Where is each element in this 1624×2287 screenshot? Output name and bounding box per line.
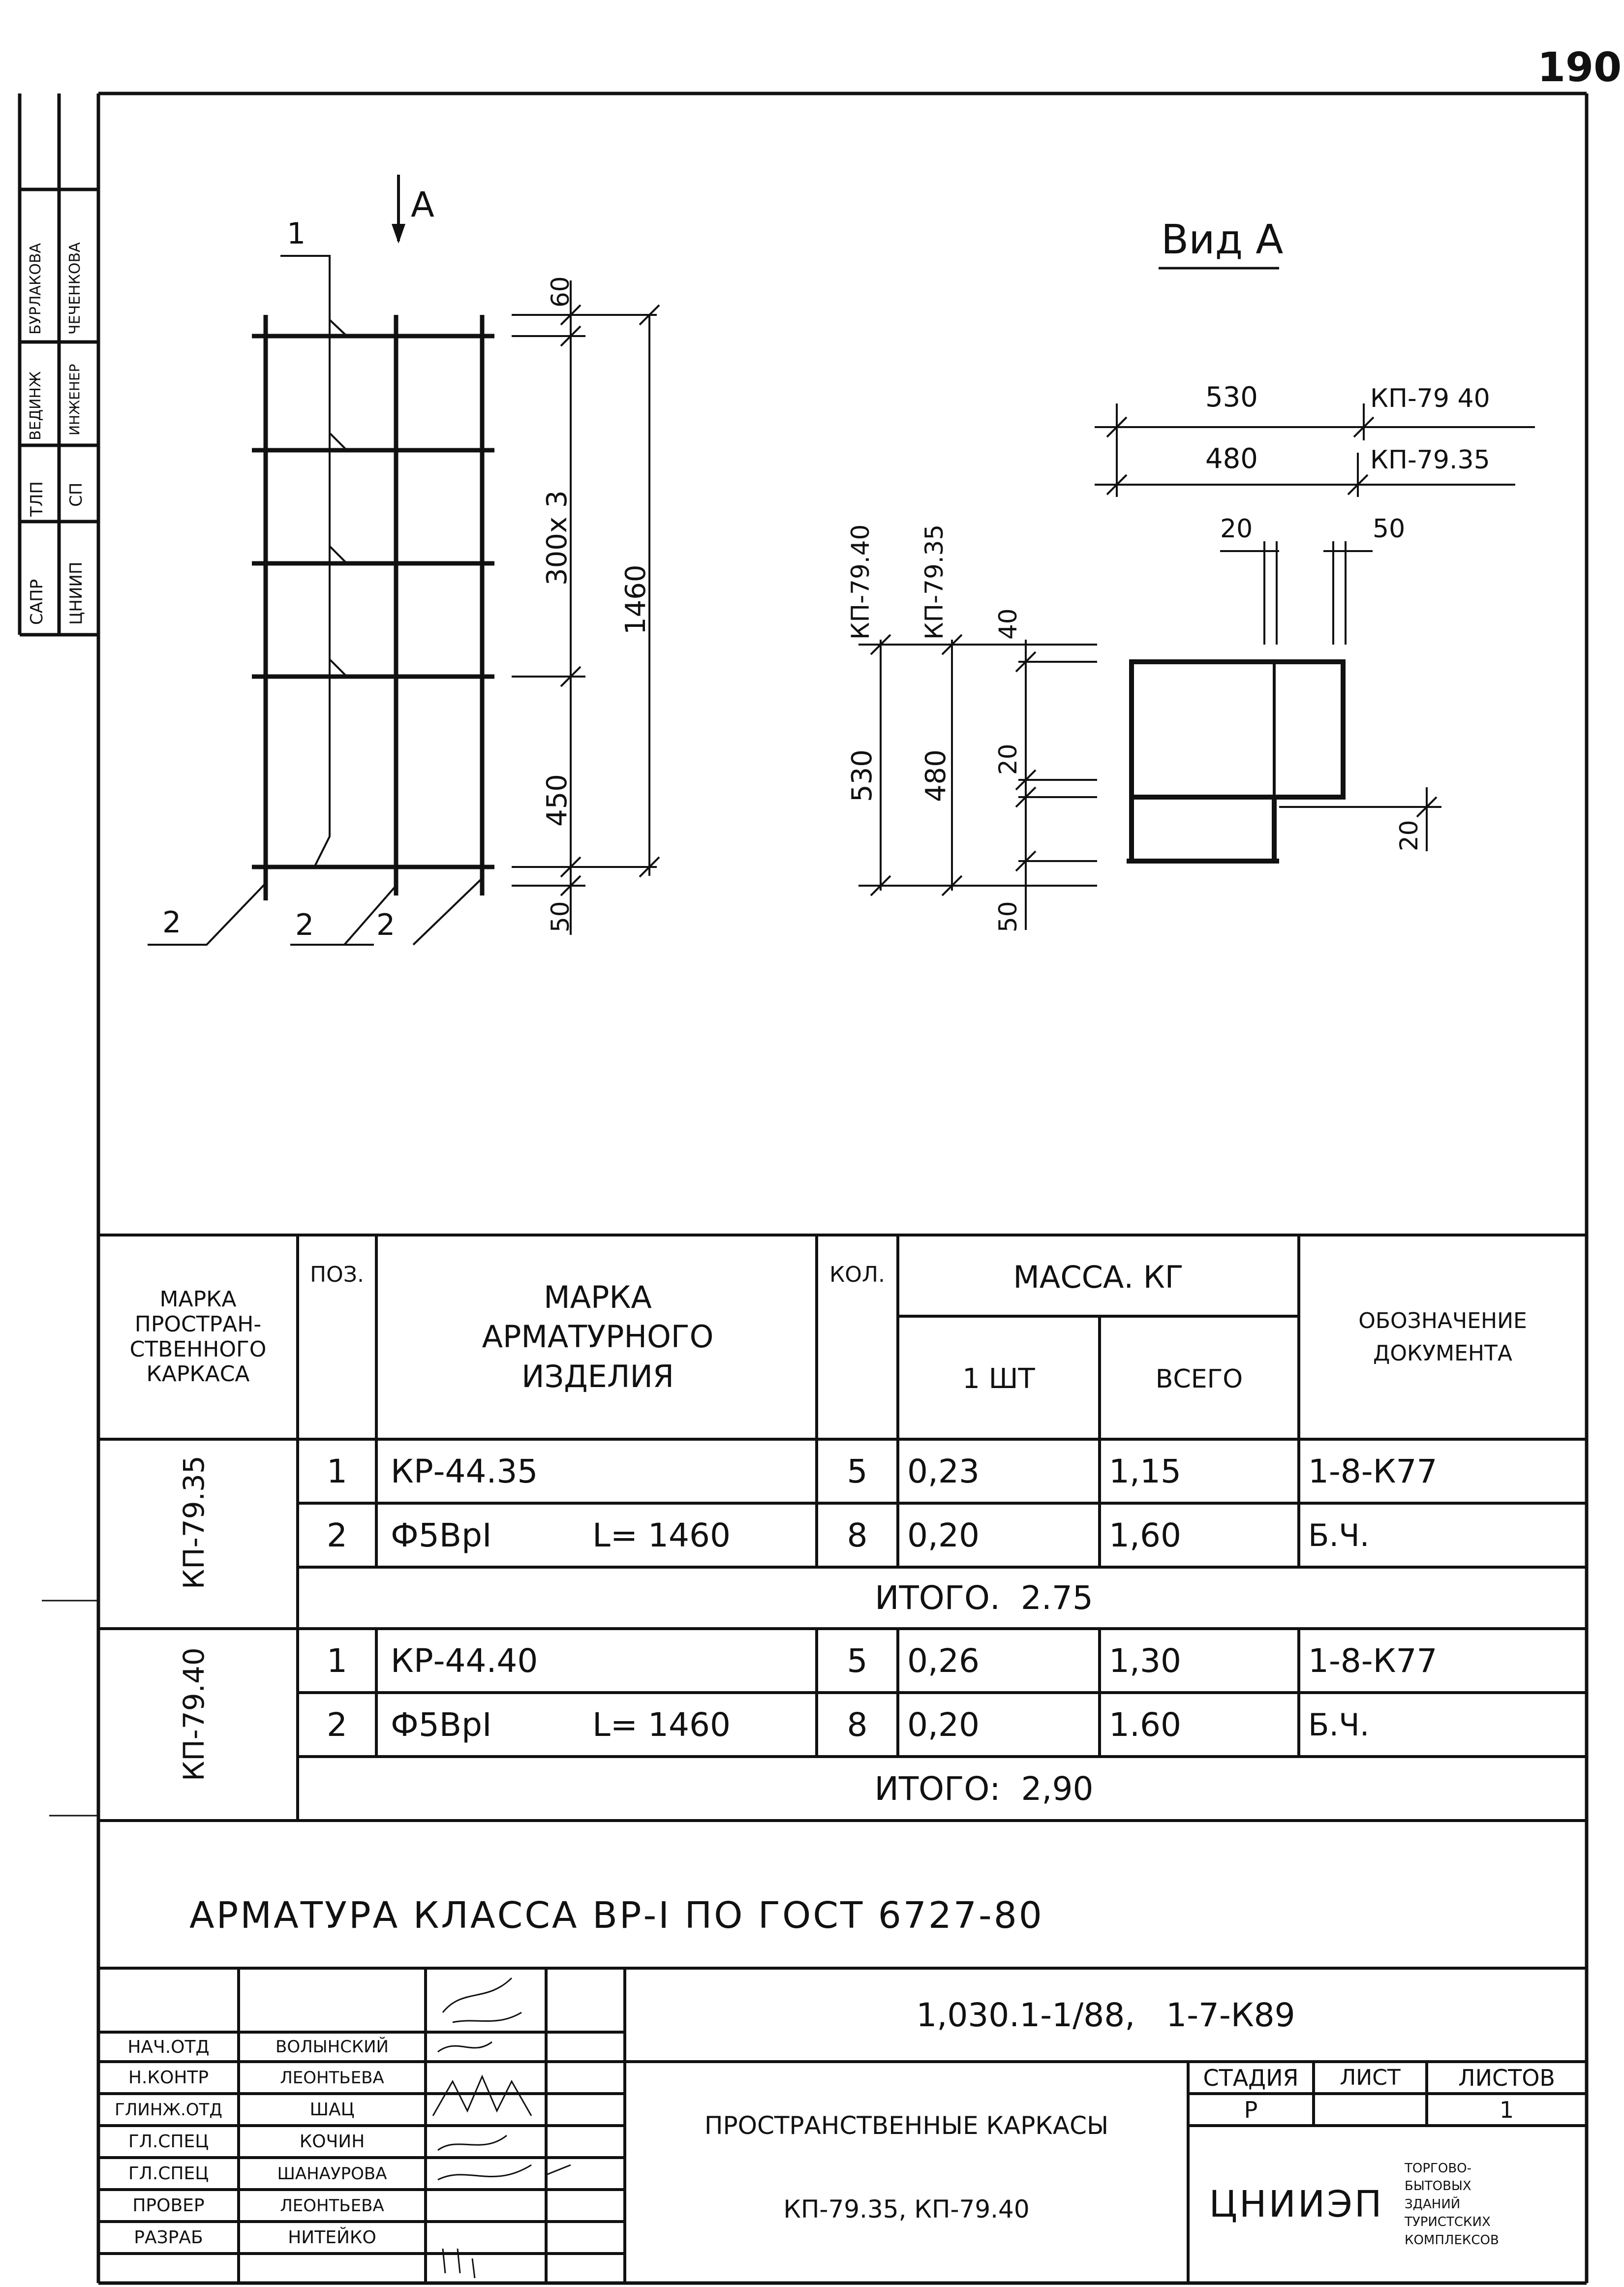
- side-stamp-cell: СП: [66, 482, 86, 507]
- leader-label: 2: [162, 905, 182, 940]
- document-subtitle: КП-79.35, КП-79.40: [783, 2195, 1030, 2224]
- row-pos: 2: [327, 1705, 347, 1744]
- dimension-label: 20: [994, 743, 1022, 775]
- side-stamp-cell: САПР: [27, 579, 47, 625]
- header-pos: ПОЗ.: [310, 1262, 364, 1287]
- row-qty: 5: [847, 1641, 868, 1680]
- signature-name: ЛЕОНТЬЕВА: [280, 2195, 384, 2216]
- row-mass-one: 0,23: [907, 1452, 980, 1490]
- header-document: ОБОЗНАЧЕНИЕ ДОКУМЕНТА: [1358, 1308, 1527, 1366]
- dimension-label: 480: [1205, 443, 1258, 475]
- header-qty: КОЛ.: [829, 1262, 885, 1287]
- group-total: ИТОГО. 2.75: [875, 1579, 1093, 1617]
- group-total: ИТОГО: 2,90: [874, 1769, 1094, 1808]
- row-length: L= 1460: [592, 1516, 731, 1554]
- side-stamp-cell: ЧЕЧЕНКОВА: [66, 242, 84, 335]
- dimension-label: 450: [541, 774, 573, 827]
- header-mass-one: 1 ШТ: [962, 1363, 1035, 1395]
- row-length: L= 1460: [592, 1705, 731, 1744]
- sheets-label: ЛИСТОВ: [1458, 2064, 1555, 2091]
- signature-role: НАЧ.ОТД: [127, 2037, 210, 2057]
- organization-name: ЦНИИЭП: [1209, 2183, 1384, 2225]
- frame-mark: КП-79.35: [177, 1455, 211, 1589]
- dimension-label: 300x 3: [541, 490, 573, 586]
- organization-note: ТОРГОВО-БЫТОВЫХ ЗДАНИЙ ТУРИСТСКИХ КОМПЛЕКСОВ: [1405, 2161, 1499, 2248]
- row-pos: 1: [327, 1641, 347, 1680]
- row-qty: 8: [847, 1705, 868, 1744]
- sheet-value: [1314, 2094, 1427, 2126]
- leader-label: 2: [376, 908, 396, 942]
- signature-role: Н.КОНТР: [128, 2068, 209, 2088]
- view-title: Вид A: [1161, 216, 1284, 263]
- dimension-label: 480: [920, 749, 952, 802]
- dimension-mark-label: КП-79.35: [1370, 445, 1490, 475]
- row-product-mark: КР-44.40: [391, 1641, 538, 1680]
- row-mass-one: 0,26: [907, 1641, 980, 1680]
- signature-name: ВОЛЫНСКИЙ: [276, 2037, 389, 2057]
- side-stamp-cell: ТЛП: [27, 481, 47, 517]
- row-qty: 5: [847, 1452, 868, 1490]
- row-mass-total: 1,30: [1109, 1641, 1181, 1680]
- signature-role: ПРОВЕР: [132, 2195, 205, 2216]
- section-arrow-label: A: [411, 185, 434, 225]
- header-frame-mark: МАРКА ПРОСТРАН-СТВЕННОГО КАРКАСА: [129, 1287, 267, 1387]
- leader-label: 1: [287, 216, 306, 251]
- signature-name: КОЧИН: [299, 2132, 365, 2152]
- side-stamp-cell: ЦНИИП: [66, 561, 86, 625]
- signature-role: РАЗРАБ: [134, 2227, 203, 2248]
- dimension-label: 50: [1373, 514, 1406, 544]
- dimension-label: 530: [1205, 381, 1258, 413]
- row-document: 1-8-К77: [1308, 1452, 1438, 1490]
- signature-role: ГЛ.СПЕЦ: [128, 2163, 209, 2184]
- row-mass-total: 1,60: [1109, 1516, 1181, 1554]
- row-pos: 1: [327, 1452, 347, 1490]
- side-stamp-cell: ИНЖЕНЕР: [66, 364, 83, 435]
- row-mass-total: 1.60: [1109, 1705, 1181, 1744]
- signature-role: ГЛИНЖ.ОТД: [115, 2100, 222, 2120]
- dimension-label: 50: [994, 901, 1022, 932]
- dimension-mark-label: КП-79 40: [1370, 384, 1490, 413]
- dimension-label: 50: [546, 901, 575, 932]
- dimension-label: 60: [546, 276, 575, 308]
- row-document: Б.Ч.: [1308, 1706, 1370, 1743]
- signature-scribbles: [433, 1978, 571, 2278]
- drawing-code: 1,030.1-1/88, 1-7-К89: [916, 1996, 1295, 2034]
- stage-value: Р: [1244, 2096, 1258, 2123]
- dimension-label: 530: [846, 749, 878, 802]
- leader-label: 2: [295, 908, 314, 942]
- row-document: 1-8-К77: [1308, 1641, 1438, 1680]
- signature-name: ШАНАУРОВА: [277, 2163, 387, 2184]
- sheet-number: 190: [1537, 44, 1622, 91]
- row-mass-one: 0,20: [907, 1705, 980, 1744]
- dimension-label: 1460: [620, 564, 652, 635]
- row-product-mark: КР-44.35: [391, 1452, 538, 1490]
- dimension-label: 40: [994, 608, 1022, 640]
- signature-name: ШАЦ: [309, 2100, 355, 2120]
- signature-name: НИТЕЙКО: [288, 2227, 376, 2248]
- header-mass-total: ВСЕГО: [1155, 1364, 1243, 1394]
- row-product-mark: Ф5ВрI: [391, 1705, 492, 1744]
- dimension-label: 20: [1395, 820, 1423, 851]
- header-product-mark: МАРКА АРМАТУРНОГО ИЗДЕЛИЯ: [482, 1279, 714, 1394]
- row-qty: 8: [847, 1516, 868, 1554]
- side-stamp-cell: ВЕДИНЖ: [27, 371, 44, 440]
- sheets-value: 1: [1499, 2096, 1514, 2123]
- signature-role: ГЛ.СПЕЦ: [128, 2132, 209, 2152]
- row-product-mark: Ф5ВрI: [391, 1516, 492, 1554]
- dimension-mark-label: КП-79.40: [846, 524, 875, 640]
- dimension-label: 20: [1220, 514, 1253, 544]
- row-document: Б.Ч.: [1308, 1517, 1370, 1553]
- sheet-label: ЛИСТ: [1340, 2065, 1401, 2090]
- signature-name: ЛЕОНТЬЕВА: [280, 2068, 384, 2088]
- row-mass-total: 1,15: [1109, 1452, 1181, 1490]
- header-mass: МАССА. КГ: [1013, 1259, 1184, 1295]
- frame-mark: КП-79.40: [177, 1647, 211, 1781]
- reinforcement-note: АРМАТУРА КЛАССА ВР-I ПО ГОСТ 6727-80: [189, 1894, 1044, 1937]
- dimension-mark-label: КП-79.35: [920, 524, 949, 640]
- row-mass-one: 0,20: [907, 1516, 980, 1554]
- row-pos: 2: [327, 1516, 347, 1554]
- stage-label: СТАДИЯ: [1203, 2064, 1299, 2091]
- document-title: ПРОСТРАНСТВЕННЫЕ КАРКАСЫ: [704, 2111, 1109, 2140]
- side-stamp-cell: БУРЛАКОВА: [27, 243, 44, 335]
